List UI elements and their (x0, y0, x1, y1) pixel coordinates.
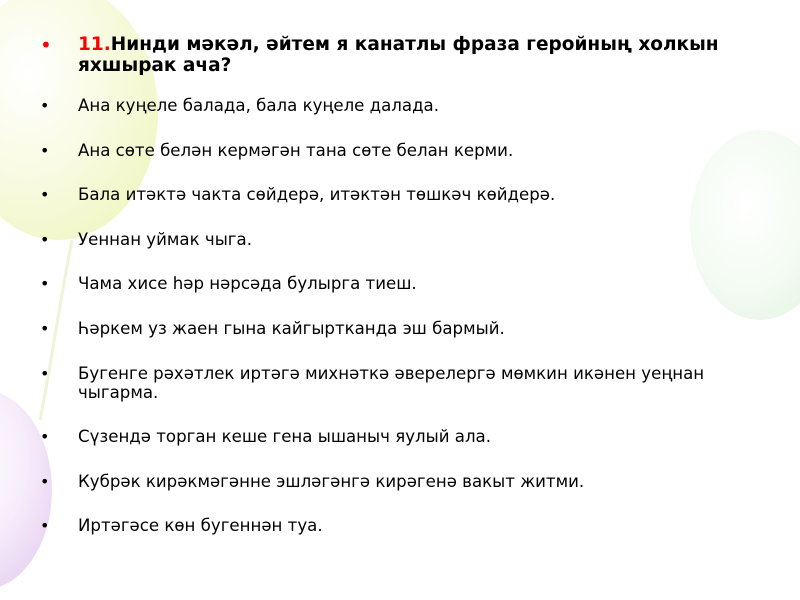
proverb-item-3 (40, 185, 760, 204)
proverb-text: Бала итәктә чакта сөйдерә, итәктән төшкәч көйдерә. (78, 185, 556, 205)
proverb-text: Кубрәк кирәкмәгәнне эшләгәнгә кирәгенә вакыт житми. (78, 471, 585, 491)
proverb-item-6 (40, 319, 760, 338)
heading-bullet-icon: • (40, 33, 52, 57)
bullet-icon: • (40, 274, 50, 294)
bullet-icon: • (40, 516, 50, 536)
proverb-item-10 (40, 516, 760, 535)
bullet-icon: • (40, 96, 50, 115)
proverb-item-7 (40, 364, 760, 402)
question-text: Нинди мәкәл, әйтем я канатлы фраза геройның холкын яхшырак ача? (78, 34, 719, 76)
proverb-text: Ана куңеле балада, бала куңеле далада. (78, 96, 440, 115)
bullet-icon: • (40, 229, 50, 249)
bullet-icon: • (40, 471, 50, 491)
proverb-text: Иртәгәсе көн бугеннән туа. (78, 516, 323, 536)
proverb-text: Чама хисе һәр нәрсәда булырга тиеш. (78, 274, 417, 294)
heading-text-block (78, 34, 760, 76)
question-number: 11. (78, 34, 111, 55)
proverb-text: Уеннан уймак чыга. (78, 229, 252, 249)
proverb-text: Бугенге рәхәтлек иртәгә михнәткә әверелергә мөмкин икәнен уеңнан чыгарма. (78, 363, 705, 402)
proverb-item-1 (40, 96, 760, 115)
bullet-icon: • (40, 363, 50, 383)
proverb-text: Һәркем уз жаен гына кайгыртканда эш бармый. (78, 318, 505, 338)
proverb-text: Сүзендә торган кеше гена ышаныч яулый ала. (78, 427, 491, 447)
bullet-icon: • (40, 318, 50, 338)
question-heading (40, 34, 760, 76)
proverb-item-9 (40, 472, 760, 491)
bullet-icon: • (40, 140, 50, 160)
slide-content (40, 34, 760, 561)
bullet-icon: • (40, 185, 50, 205)
proverb-item-8 (40, 427, 760, 446)
bullet-icon: • (40, 427, 50, 447)
proverb-list (40, 96, 760, 535)
proverb-item-2 (40, 141, 760, 160)
proverb-item-5 (40, 274, 760, 293)
proverb-text: Ана сөте белән кермәгән тана сөте белан керми. (78, 140, 514, 160)
proverb-item-4 (40, 230, 760, 249)
